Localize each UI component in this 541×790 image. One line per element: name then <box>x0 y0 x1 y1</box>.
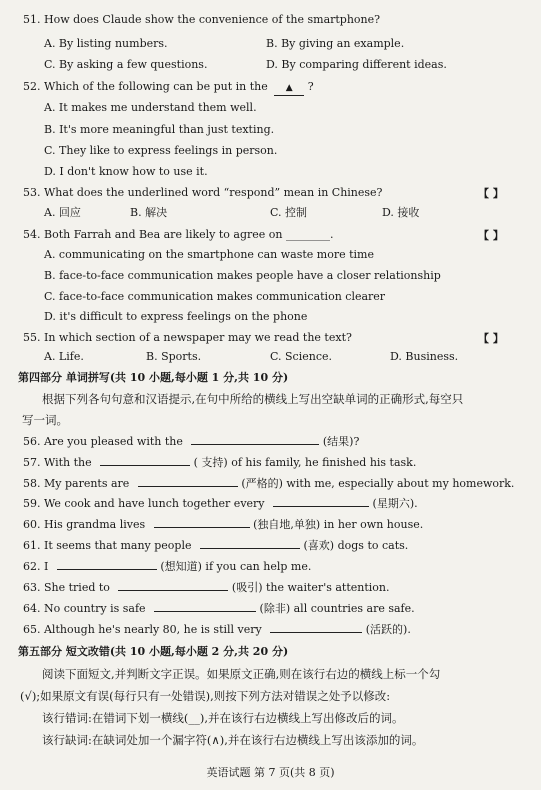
spelling-item-65 <box>23 622 411 637</box>
spelling-item-56 <box>23 434 359 449</box>
q53-option-c: C. 控制 <box>270 206 308 219</box>
item-62-text: 62. I <box>23 560 49 573</box>
q52-stem-end: ? <box>307 80 314 93</box>
q51-option-a: A. By listing numbers. <box>44 37 168 50</box>
item-57-text-end: of his family, he finished his task. <box>227 456 417 469</box>
spelling-item-61 <box>23 538 408 553</box>
item-60-text-end: in her own house. <box>320 518 424 531</box>
item-65-text: 65. Although he's nearly 80, he is still very <box>23 623 262 636</box>
q52-option-b: B. It's more meaningful than just texting. <box>44 123 275 136</box>
item-64-text: 64. No country is safe <box>23 602 146 615</box>
item-58-text-end: with me, especially about my homework. <box>282 477 515 490</box>
spelling-item-64 <box>23 601 415 616</box>
spelling-item-58 <box>23 476 514 491</box>
item-64-hint: (除非) <box>259 602 291 615</box>
spelling-item-59 <box>23 496 418 511</box>
item-60-blank <box>154 517 250 528</box>
item-61-blank <box>200 538 300 549</box>
item-64-blank <box>154 601 256 612</box>
q51-option-b: B. By giving an example. <box>266 37 405 50</box>
item-56-hint: (结果)? <box>322 435 360 448</box>
item-60-hint: (独自地,单独) <box>253 518 321 531</box>
item-58-text: 58. My parents are <box>23 477 130 490</box>
item-61-text: 61. It seems that many people <box>23 539 192 552</box>
question-52-stem <box>23 80 314 96</box>
q55-answer-bracket: 【 】 <box>478 332 504 345</box>
q53-option-b: B. 解决 <box>130 206 168 219</box>
part5-instructions-line4: 该行缺词:在缺词处加一个漏字符(∧),并在该行右边横线上写出该添加的词。 <box>42 733 424 747</box>
part5-instructions-line1: 阅读下面短文,并判断文字正误。如果原文正确,则在该行右边的横线上标一个勾 <box>42 667 441 681</box>
q52-option-d: D. I don't know how to use it. <box>44 165 208 178</box>
item-59-blank <box>273 496 369 507</box>
item-58-blank <box>138 476 238 487</box>
item-61-text-end: dogs to cats. <box>334 539 409 552</box>
item-62-blank <box>57 559 157 570</box>
item-58-hint: (严格的) <box>241 477 283 490</box>
q52-stem-text: 52. Which of the following can be put in the <box>23 80 268 93</box>
item-56-text: 56. Are you pleased with the <box>23 435 183 448</box>
part5-heading: 第五部分 短文改错(共 10 小题,每小题 2 分,共 20 分) <box>18 645 289 658</box>
item-57-blank <box>100 455 190 466</box>
item-59-hint: (星期六). <box>372 497 418 510</box>
item-61-hint: (喜欢) <box>303 539 335 552</box>
item-59-text: 59. We cook and have lunch together every <box>23 497 265 510</box>
q55-option-d: D. Business. <box>390 350 459 363</box>
q54-answer-bracket: 【 】 <box>478 229 504 242</box>
item-60-text: 60. His grandma lives <box>23 518 146 531</box>
q51-option-c: C. By asking a few questions. <box>44 58 208 71</box>
part4-instructions-line1: 根据下列各句句意和汉语提示,在句中所给的横线上写出空缺单词的正确形式,每空只 <box>42 392 464 406</box>
part5-instructions-line2: (√);如果原文有误(每行只有一处错误),则按下列方法对错误之处予以修改: <box>20 689 391 703</box>
spelling-item-57 <box>23 455 416 470</box>
triangle-mark-icon: ▲ <box>285 83 293 93</box>
question-51-stem: 51. How does Claude show the convenience of the smartphone? <box>23 13 381 26</box>
q51-option-d: D. By comparing different ideas. <box>266 58 447 71</box>
q54-option-c: C. face-to-face communication makes communication clearer <box>44 290 386 303</box>
item-65-hint: (活跃的). <box>365 623 411 636</box>
item-63-text: 63. She tried to <box>23 581 110 594</box>
q54-option-b: B. face-to-face communication makes people have a closer relationship <box>44 269 441 282</box>
item-63-hint: (吸引) <box>231 581 263 594</box>
page-footer: 英语试题 第 7 页(共 8 页) <box>206 766 335 779</box>
spelling-item-62 <box>23 559 311 574</box>
part4-instructions-line2: 写一词。 <box>22 413 68 427</box>
q55-option-b: B. Sports. <box>146 350 202 363</box>
q52-option-c: C. They like to express feelings in person. <box>44 144 278 157</box>
q54-option-a: A. communicating on the smartphone can waste more time <box>44 248 374 261</box>
item-63-blank <box>118 580 228 591</box>
item-62-text-end: if you can help me. <box>201 560 312 573</box>
item-63-text-end: the waiter's attention. <box>262 581 390 594</box>
item-56-blank <box>191 434 319 445</box>
q52-option-a: A. It makes me understand them well. <box>44 101 257 114</box>
item-62-hint: (想知道) <box>160 560 202 573</box>
item-57-text: 57. With the <box>23 456 92 469</box>
q55-option-a: A. Life. <box>44 350 84 363</box>
part5-instructions-line3: 该行错词:在错词下划一横线(__),并在该行右边横线上写出修改后的词。 <box>42 711 404 725</box>
item-65-blank <box>270 622 362 633</box>
q53-option-d: D. 接收 <box>382 206 420 219</box>
q53-option-a: A. 回应 <box>44 206 81 219</box>
spelling-item-60 <box>23 517 423 532</box>
question-54-stem: 54. Both Farrah and Bea are likely to agree on ________. <box>23 228 334 241</box>
spelling-item-63 <box>23 580 390 595</box>
part4-heading: 第四部分 单词拼写(共 10 小题,每小题 1 分,共 10 分) <box>18 371 289 384</box>
q53-answer-bracket: 【 】 <box>478 187 504 200</box>
q54-option-d: D. it's difficult to express feelings on the phone <box>44 310 308 323</box>
question-55-stem: 55. In which section of a newspaper may we read the text? <box>23 331 352 344</box>
q55-option-c: C. Science. <box>270 350 332 363</box>
question-53-stem: 53. What does the underlined word “respond” mean in Chinese? <box>23 186 383 199</box>
item-64-text-end: all countries are safe. <box>290 602 415 615</box>
q52-blank <box>274 80 304 96</box>
item-57-hint: ( 支持) <box>193 456 228 469</box>
